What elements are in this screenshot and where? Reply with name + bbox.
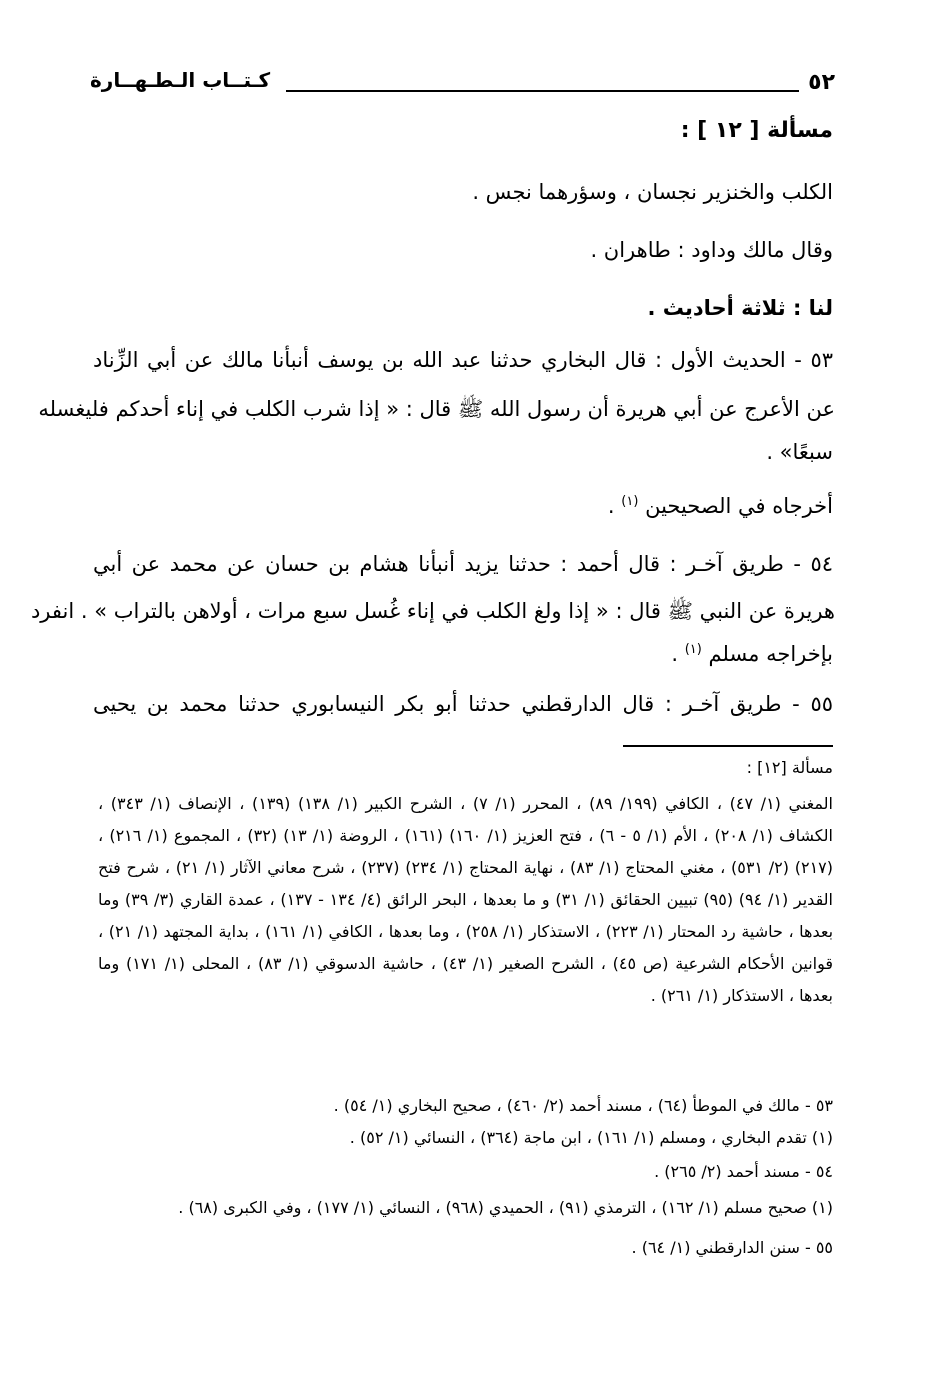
hadith-53-line-3: سبعًا» . [766, 440, 833, 464]
hadith-54-text: بإخراجه مسلم [708, 642, 833, 666]
header-rule [286, 90, 799, 92]
malik-opinion: وقال مالك وداود : طاهران . [590, 238, 833, 262]
hadith-55-line-1: ٥٥ - طريق آخـر : قال الدارقطني حدثنا أبو بكر النيسابوري حدثنا محمد بن يحيى [93, 692, 833, 716]
running-header [90, 68, 835, 98]
footnote-53-1: (١) تقدم البخاري ، ومسلم (١/ ١٦١) ، ابن ماجة (٣٦٤) ، النسائي (١/ ٥٢) . [349, 1128, 833, 1147]
footnote-issue-label: مسألة [١٢] : [746, 758, 833, 777]
hadith-54-line-1: ٥٤ - طريق آخـر : قال أحمد : حدثنا يزيد أنبأنا هشام بن حسان عن محمد عن أبي [93, 552, 833, 576]
page-number: ٥٢ [808, 70, 835, 95]
hadith-53-line-1: ٥٣ - الحديث الأول : قال البخاري حدثنا عبد الله بن يوسف أنبأنا مالك عن أبي الزِّناد [93, 348, 833, 372]
footnote-54: ٥٤ - مسند أحمد (٢/ ٢٦٥) . [654, 1162, 833, 1181]
footnote-rule [623, 745, 833, 747]
footnote-54-1: (١) صحيح مسلم (١/ ١٦٢) ، الترمذي (٩١) ، الحميدي (٩٦٨) ، النسائي (١/ ١٧٧) ، وفي الكبرى (٦٨) . [178, 1198, 833, 1217]
footnote-53: ٥٣ - مالك في الموطأ (٦٤) ، مسند أحمد (٢/ ٤٦٠) ، صحيح البخاري (١/ ٥٤) . [333, 1096, 833, 1115]
footnote-55: ٥٥ - سنن الدارقطني (١/ ٦٤) . [631, 1238, 833, 1257]
evidence-heading: لنا : ثلاثة أحاديث . [647, 296, 833, 320]
hadith-54-line-2: هريرة عن النبي ﷺ قال : « إذا ولغ الكلب في إناء غُسل سبع مرات ، أولاهن بالتراب » . انفرد [30, 599, 835, 623]
issue-heading: مسألة [ ١٢ ] : [680, 118, 833, 143]
takhrij-text: أخرجاه في الصحيحين [645, 494, 833, 518]
footnote-ref: (١) [684, 642, 702, 657]
ruling-text: الكلب والخنزير نجسان ، وسؤرهما نجس . [472, 180, 833, 204]
book-title: كـتــاب الـطـهــارة [90, 68, 271, 92]
hadith-53-line-2: عن الأعرج عن أبي هريرة أن رسول الله ﷺ قال : « إذا شرب الكلب في إناء أحدكم فليغسله [38, 397, 835, 421]
hadith-54-end: . [671, 642, 678, 666]
hadith-53-takhrij [608, 494, 833, 518]
hadith-54-line-3 [671, 642, 833, 666]
footnote-ref: (١) [621, 494, 639, 509]
footnote-issue-references: المغني (١/ ٤٧) ، الكافي (١٩٩/ ٨٩) ، المحرر (١/ ٧) ، الشرح الكبير (١/ ١٣٨) (١٣٩) ، الإنصاف (١/ ٣٤٣) ، الكشاف (١/ ٢٠٨) ، الأم (١/ ٥ - ٦) ، فتح العزيز (١/ ١٦٠) (١٦١) ، الروضة (١/ ١٣) (٣٢) ، المجموع (١/ ٢١٦) ، (٢١٧) (٢/ ٥٣١) ، مغني المحتاج (١/ ٨٣) ، نهاية المحتاج (١/ ٢٣٤) (٢٣٧) ، شرح معاني الآثار (١/ ٢١) ، شرح فتح القدير (١/ ٩٤) (٩٥) تبيين الحقائق (١/ ٣١) و ما بعدها ، البحر الرائق (٤/ ١٣٤ - ١٣٧) ، عمدة القاري (٣/ ٣٩) وما بعدها ، حاشية رد المحتار (١/ ٢٢٣) ، الاستذكار (١/ ٢٥٨) ، وما بعدها ، الكافي (١/ ١٦١) ، بداية المجتهد (١/ ٢١) ، قوانين الأحكام الشرعية (ص ٤٥) ، الشرح الصغير (١/ ٤٣) ، حاشية الدسوقي (١/ ٨٣) ، المحلى (١/ ١٧١) وما بعدها ، الاستذكار (١/ ٢٦١) . [98, 794, 834, 1005]
takhrij-end: . [607, 494, 615, 518]
